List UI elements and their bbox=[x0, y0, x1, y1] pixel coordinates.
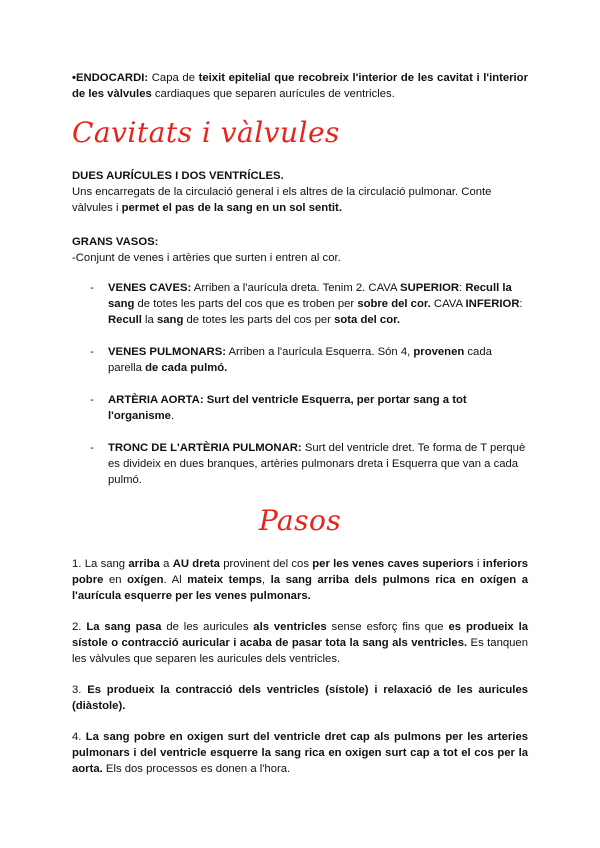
step-1: 1. La sang arriba a AU dreta provinent del cos per les venes caves superiors i inferiors pobre en oxígen. Al mateix temps, la sang arriba dels pulmons rica en oxígen a l'aurícula esquerre per les venes pulmonars. bbox=[72, 558, 528, 602]
section-title-pasos: Pasos bbox=[258, 504, 342, 537]
dash-bullet: - bbox=[90, 346, 94, 358]
step-3: 3. Es produeix la contracció dels ventricles (sístole) i relaxació de les auricules (diàstole). bbox=[72, 684, 529, 712]
vessels-list bbox=[72, 280, 528, 488]
document-page bbox=[72, 70, 528, 792]
grans-vasos-text: -Conjunt de venes i artèries que surten i entren al cor. bbox=[72, 252, 341, 264]
endocardi-term: •ENDOCARDI: bbox=[72, 72, 149, 84]
steps-list bbox=[72, 556, 528, 777]
list-item-venes-pulmonars: - VENES PULMONARS: Arriben a l'aurícula Esquerra. Són 4, provenen cada parella de cada pulmó. bbox=[90, 346, 492, 374]
endocardi-paragraph: •ENDOCARDI: Capa de teixit epitelial que recobreix l'interior de les cavitat i l'interior de les vàlvules cardiaques que separen aurícules de ventricles. bbox=[72, 72, 528, 100]
step-2: 2. La sang pasa de les auricules als ventricles sense esforç fins que es produeix la sístole o contracció auricular i acaba de pasar tota la sang als ventricles. Es tanquen les vàlvules que separen les auricules dels ventricles. bbox=[72, 621, 528, 665]
list-item-tronc-arteria-pulmonar: - TRONC DE L'ARTÈRIA PULMONAR: Surt del ventricle dret. Te forma de T perquè es divideix en dues branques, artèries pulmonars dreta i Esquerra que van a cada pulmó. bbox=[90, 442, 526, 486]
list-item-venes-caves: - VENES CAVES: Arriben a l'aurícula dreta. Tenim 2. CAVA SUPERIOR: Recull la sang de totes les parts del cos que es troben per sobre del cor. CAVA INFERIOR: Recull la sang de totes les parts del cos per sota del cor. bbox=[90, 282, 523, 326]
list-item-arteria-aorta: - ARTÈRIA AORTA: Surt del ventricle Esquerra, per portar sang a tot l'organisme. bbox=[90, 394, 467, 422]
section-title-cavitats: Cavitats i vàlvules bbox=[72, 116, 340, 149]
dash-bullet: - bbox=[90, 282, 94, 294]
grans-vasos-heading: GRANS VASOS: bbox=[72, 236, 159, 248]
dues-auricules-text: Uns encarregats de la circulació general i els altres de la circulació pulmonar. Conte vàlvules i permet el pas de la sang en un sol sentit. bbox=[72, 186, 492, 214]
step-4: 4. La sang pobre en oxigen surt del ventricle dret cap als pulmons per les arteries pulmonars i del ventricle esquerre la sang rica en oxigen surt cap a tot el cos per la aorta. Els dos processos es donen a l'hora. bbox=[72, 731, 529, 775]
dash-bullet: - bbox=[90, 394, 94, 406]
dash-bullet: - bbox=[90, 442, 94, 454]
dues-auricules-heading: DUES AURÍCULES I DOS VENTRÍCLES. bbox=[72, 170, 284, 182]
